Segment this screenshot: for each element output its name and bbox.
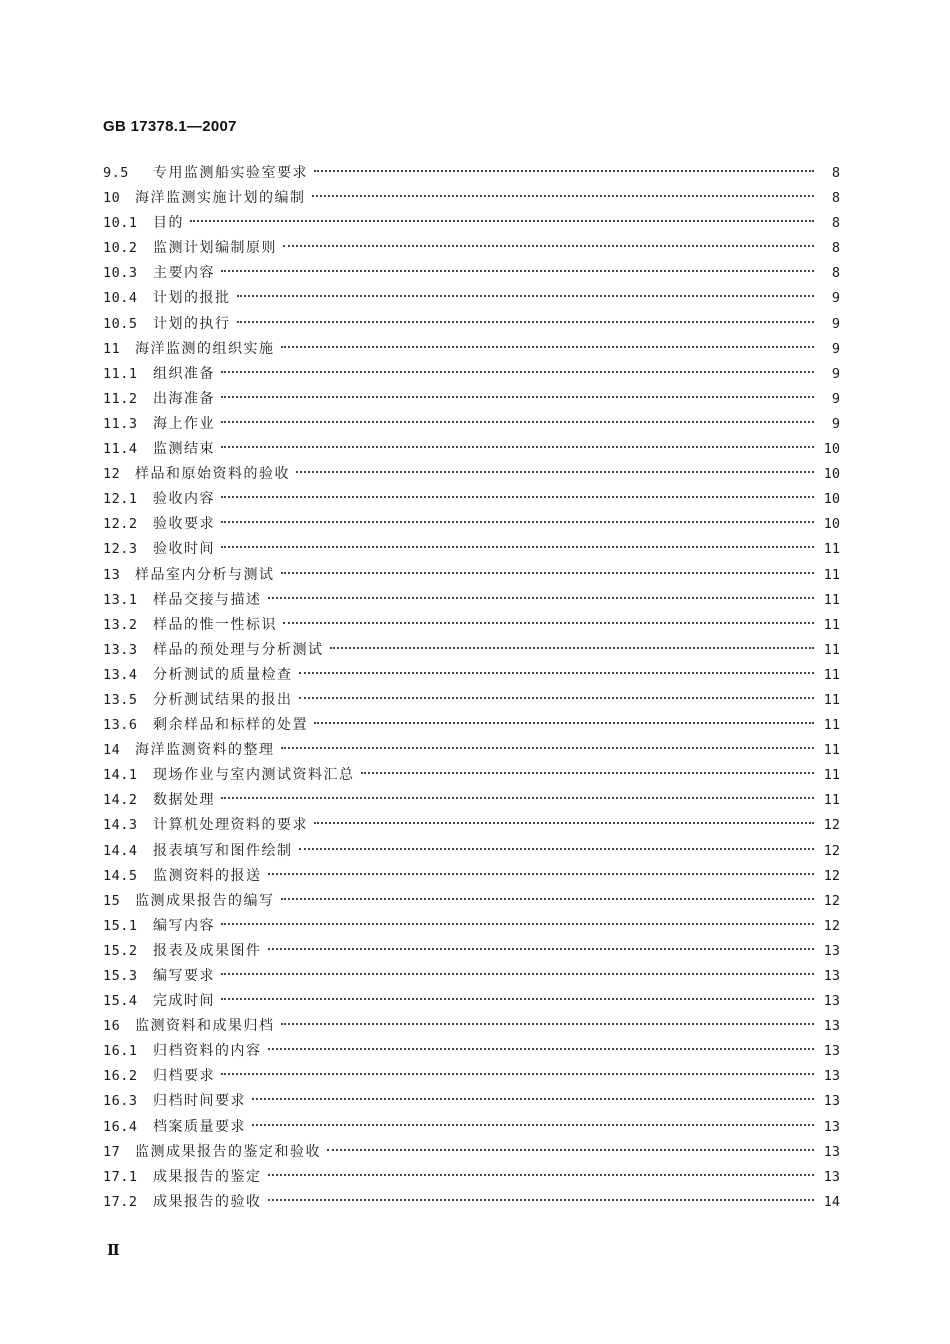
toc-entry-title: 海洋监测的组织实施	[135, 340, 275, 357]
toc-entry-number: 13	[103, 566, 121, 583]
toc-entry-page: 11	[823, 717, 840, 734]
toc-entry[interactable]	[103, 337, 840, 362]
toc-entry-page: 11	[823, 691, 840, 708]
toc-entry-page: 9	[831, 390, 840, 407]
toc-entry-title: 剩余样品和标样的处置	[153, 717, 308, 734]
toc-entry-title: 分析测试的质量检查	[153, 666, 293, 683]
toc-entry-title: 编写内容	[153, 917, 215, 934]
toc-entry[interactable]	[103, 813, 840, 838]
toc-entry-title: 海洋监测资料的整理	[135, 742, 275, 759]
toc-dot-leader	[221, 973, 814, 975]
toc-entry[interactable]	[103, 613, 840, 638]
toc-entry-title: 计划的报批	[153, 290, 231, 307]
toc-entry-page: 12	[823, 867, 840, 884]
toc-dot-leader	[237, 321, 815, 323]
toc-entry[interactable]	[103, 1190, 840, 1215]
toc-dot-leader	[252, 1098, 814, 1100]
toc-dot-leader	[221, 396, 814, 398]
toc-entry-page: 13	[823, 1143, 840, 1160]
toc-entry[interactable]	[103, 889, 840, 914]
toc-entry-number: 10.2	[103, 240, 138, 257]
toc-entry-title: 样品和原始资料的验收	[135, 466, 290, 483]
toc-entry-title: 成果报告的鉴定	[153, 1168, 262, 1185]
toc-entry-number: 17	[103, 1143, 121, 1160]
toc-entry[interactable]	[103, 864, 840, 889]
toc-entry-number: 17.2	[103, 1193, 138, 1210]
toc-entry[interactable]	[103, 537, 840, 562]
toc-entry-page: 12	[823, 917, 840, 934]
toc-entry-page: 13	[823, 993, 840, 1010]
toc-entry-number: 15.1	[103, 917, 138, 934]
toc-entry-title: 监测资料的报送	[153, 867, 262, 884]
toc-entry[interactable]	[103, 462, 840, 487]
toc-entry[interactable]	[103, 286, 840, 311]
toc-entry-number: 10	[103, 190, 121, 207]
toc-dot-leader	[281, 747, 815, 749]
standard-code-header: GB 17378.1—2007	[103, 118, 237, 135]
toc-entry-page: 11	[823, 767, 840, 784]
toc-entry-title: 成果报告的验收	[153, 1193, 262, 1210]
toc-entry[interactable]	[103, 261, 840, 286]
toc-entry-page: 13	[823, 1043, 840, 1060]
toc-entry[interactable]	[103, 638, 840, 663]
toc-entry-number: 10.3	[103, 265, 138, 282]
toc-entry-page: 11	[823, 541, 840, 558]
toc-dot-leader	[221, 446, 814, 448]
toc-entry-number: 13.2	[103, 616, 138, 633]
toc-entry-page: 12	[823, 817, 840, 834]
toc-entry[interactable]	[103, 588, 840, 613]
toc-entry-title: 计划的执行	[153, 315, 231, 332]
table-of-contents	[103, 161, 840, 1215]
toc-entry[interactable]	[103, 763, 840, 788]
toc-entry-number: 16.2	[103, 1068, 138, 1085]
toc-dot-leader	[268, 873, 815, 875]
toc-entry-number: 16.1	[103, 1043, 138, 1060]
toc-entry-number: 13.3	[103, 641, 138, 658]
toc-entry-number: 14.4	[103, 842, 138, 859]
toc-dot-leader	[314, 822, 814, 824]
toc-dot-leader	[314, 722, 814, 724]
toc-entry-title: 海洋监测实施计划的编制	[135, 190, 306, 207]
toc-entry-page: 13	[823, 1168, 840, 1185]
toc-entry-title: 验收内容	[153, 491, 215, 508]
toc-entry[interactable]	[103, 563, 840, 588]
toc-entry-page: 9	[831, 290, 840, 307]
toc-entry-title: 监测成果报告的鉴定和验收	[135, 1143, 321, 1160]
toc-entry-page: 10	[823, 466, 840, 483]
toc-dot-leader	[268, 1048, 815, 1050]
toc-entry-number: 10.4	[103, 290, 138, 307]
toc-entry-number: 17.1	[103, 1168, 138, 1185]
toc-dot-leader	[221, 371, 814, 373]
toc-entry-page: 8	[831, 240, 840, 257]
toc-entry[interactable]	[103, 211, 840, 236]
toc-entry[interactable]	[103, 964, 840, 989]
toc-dot-leader	[281, 346, 815, 348]
toc-entry-title: 主要内容	[153, 265, 215, 282]
toc-entry[interactable]	[103, 1089, 840, 1114]
toc-entry-title: 监测结束	[153, 441, 215, 458]
toc-entry-title: 归档要求	[153, 1068, 215, 1085]
toc-entry-title: 监测资料和成果归档	[135, 1018, 275, 1035]
toc-entry-title: 计算机处理资料的要求	[153, 817, 308, 834]
toc-dot-leader	[268, 1174, 815, 1176]
toc-entry[interactable]	[103, 914, 840, 939]
toc-entry[interactable]	[103, 236, 840, 261]
toc-entry-number: 11.4	[103, 441, 138, 458]
toc-entry-page: 8	[831, 165, 840, 181]
toc-entry-page: 13	[823, 942, 840, 959]
toc-dot-leader	[314, 170, 814, 172]
toc-dot-leader	[327, 1149, 814, 1151]
toc-entry[interactable]	[103, 412, 840, 437]
toc-entry-title: 监测成果报告的编写	[135, 892, 275, 909]
toc-entry-number: 13.1	[103, 591, 138, 608]
toc-entry-number: 10.5	[103, 315, 138, 332]
toc-dot-leader	[252, 1124, 814, 1126]
toc-entry-number: 13.5	[103, 691, 138, 708]
toc-entry-title: 组织准备	[153, 365, 215, 382]
toc-entry-number: 15	[103, 892, 121, 909]
toc-entry-page: 13	[823, 1118, 840, 1135]
toc-entry-number: 16.4	[103, 1118, 138, 1135]
toc-entry[interactable]	[103, 1115, 840, 1140]
toc-entry-page: 11	[823, 641, 840, 658]
toc-entry-page: 11	[823, 666, 840, 683]
toc-entry[interactable]	[103, 387, 840, 412]
toc-dot-leader	[281, 572, 815, 574]
toc-entry-page: 13	[823, 1068, 840, 1085]
toc-dot-leader	[221, 521, 814, 523]
toc-entry-title: 样品的预处理与分析测试	[153, 641, 324, 658]
toc-entry-title: 归档资料的内容	[153, 1043, 262, 1060]
toc-dot-leader	[268, 1199, 815, 1201]
toc-entry[interactable]	[103, 839, 840, 864]
toc-dot-leader	[190, 220, 814, 222]
toc-entry[interactable]	[103, 161, 840, 186]
toc-entry-title: 出海准备	[153, 390, 215, 407]
toc-dot-leader	[221, 923, 814, 925]
toc-entry-page: 9	[831, 340, 840, 357]
toc-entry-number: 9.5	[103, 165, 129, 181]
toc-entry-page: 13	[823, 968, 840, 984]
page-number-roman: Ⅱ	[107, 1243, 120, 1259]
toc-dot-leader	[312, 195, 815, 197]
toc-entry-title: 编写要求	[153, 968, 215, 984]
toc-entry-page: 11	[823, 792, 840, 809]
toc-entry-page: 9	[831, 315, 840, 332]
toc-dot-leader	[283, 622, 814, 624]
toc-entry-number: 11.3	[103, 415, 138, 432]
toc-dot-leader	[221, 270, 814, 272]
toc-entry-number: 12.3	[103, 541, 138, 558]
toc-entry-page: 12	[823, 842, 840, 859]
toc-entry[interactable]	[103, 989, 840, 1014]
toc-entry[interactable]	[103, 437, 840, 462]
toc-entry-page: 11	[823, 566, 840, 583]
toc-entry-number: 14	[103, 742, 121, 759]
toc-entry-page: 11	[823, 591, 840, 608]
toc-entry-number: 11	[103, 340, 121, 357]
toc-entry-number: 13.6	[103, 717, 138, 734]
toc-dot-leader	[221, 797, 814, 799]
toc-entry[interactable]	[103, 1064, 840, 1089]
toc-entry[interactable]	[103, 738, 840, 763]
toc-entry-page: 8	[831, 265, 840, 282]
toc-dot-leader	[221, 998, 814, 1000]
toc-entry[interactable]	[103, 1165, 840, 1190]
toc-entry-title: 报表填写和图件绘制	[153, 842, 293, 859]
toc-entry[interactable]	[103, 512, 840, 537]
toc-dot-leader	[268, 597, 815, 599]
toc-dot-leader	[281, 1023, 815, 1025]
toc-entry-page: 11	[823, 616, 840, 633]
toc-entry-title: 样品室内分析与测试	[135, 566, 275, 583]
toc-dot-leader	[299, 848, 815, 850]
toc-dot-leader	[361, 772, 815, 774]
toc-entry[interactable]	[103, 1039, 840, 1064]
toc-entry-title: 现场作业与室内测试资料汇总	[153, 767, 355, 784]
toc-dot-leader	[221, 546, 814, 548]
toc-entry[interactable]	[103, 312, 840, 337]
toc-entry[interactable]	[103, 788, 840, 813]
toc-entry-page: 9	[831, 415, 840, 432]
toc-entry[interactable]	[103, 939, 840, 964]
toc-dot-leader	[221, 421, 814, 423]
toc-dot-leader	[221, 1073, 814, 1075]
toc-entry-number: 12.2	[103, 516, 138, 533]
toc-entry-title: 归档时间要求	[153, 1093, 246, 1110]
toc-entry-number: 12	[103, 466, 121, 483]
toc-dot-leader	[299, 672, 815, 674]
toc-dot-leader	[296, 471, 814, 473]
toc-entry-title: 监测计划编制原则	[153, 240, 277, 257]
toc-entry-number: 14.1	[103, 767, 138, 784]
toc-entry-number: 15.3	[103, 968, 138, 984]
toc-entry-page: 14	[823, 1193, 840, 1210]
toc-entry[interactable]	[103, 487, 840, 512]
toc-dot-leader	[283, 245, 814, 247]
toc-entry-number: 15.2	[103, 942, 138, 959]
toc-entry-page: 12	[823, 892, 840, 909]
toc-entry-number: 11.1	[103, 365, 138, 382]
toc-entry-title: 海上作业	[153, 415, 215, 432]
toc-entry-number: 15.4	[103, 993, 138, 1010]
toc-entry[interactable]	[103, 186, 840, 211]
toc-entry-page: 11	[823, 742, 840, 759]
toc-entry-title: 完成时间	[153, 993, 215, 1010]
toc-entry-title: 验收时间	[153, 541, 215, 558]
toc-entry-title: 目的	[153, 215, 184, 232]
toc-entry-number: 11.2	[103, 390, 138, 407]
toc-entry-number: 16	[103, 1018, 121, 1035]
toc-entry[interactable]	[103, 362, 840, 387]
toc-entry[interactable]	[103, 688, 840, 713]
toc-entry-title: 样品的惟一性标识	[153, 616, 277, 633]
toc-entry-number: 16.3	[103, 1093, 138, 1110]
toc-entry-number: 10.1	[103, 215, 138, 232]
toc-entry-page: 10	[823, 491, 840, 508]
toc-entry-page: 10	[823, 441, 840, 458]
toc-entry-title: 专用监测船实验室要求	[153, 165, 308, 181]
toc-dot-leader	[330, 647, 815, 649]
toc-dot-leader	[221, 496, 814, 498]
toc-entry-page: 9	[831, 365, 840, 382]
toc-entry-page: 13	[823, 1093, 840, 1110]
toc-entry-page: 13	[823, 1018, 840, 1035]
toc-entry[interactable]	[103, 1014, 840, 1039]
toc-entry-number: 14.3	[103, 817, 138, 834]
toc-entry-title: 分析测试结果的报出	[153, 691, 293, 708]
toc-entry-title: 验收要求	[153, 516, 215, 533]
toc-entry-number: 13.4	[103, 666, 138, 683]
toc-dot-leader	[281, 898, 815, 900]
toc-entry-number: 12.1	[103, 491, 138, 508]
toc-entry[interactable]	[103, 1140, 840, 1165]
toc-dot-leader	[268, 948, 815, 950]
toc-entry-title: 样品交接与描述	[153, 591, 262, 608]
toc-entry[interactable]	[103, 713, 840, 738]
toc-entry-number: 14.2	[103, 792, 138, 809]
toc-entry-page: 10	[823, 516, 840, 533]
toc-entry-title: 报表及成果图件	[153, 942, 262, 959]
toc-entry-page: 8	[831, 215, 840, 232]
toc-dot-leader	[299, 697, 815, 699]
toc-entry-page: 8	[831, 190, 840, 207]
toc-entry-number: 14.5	[103, 867, 138, 884]
toc-dot-leader	[237, 295, 815, 297]
toc-entry-title: 数据处理	[153, 792, 215, 809]
toc-entry-title: 档案质量要求	[153, 1118, 246, 1135]
toc-entry[interactable]	[103, 663, 840, 688]
